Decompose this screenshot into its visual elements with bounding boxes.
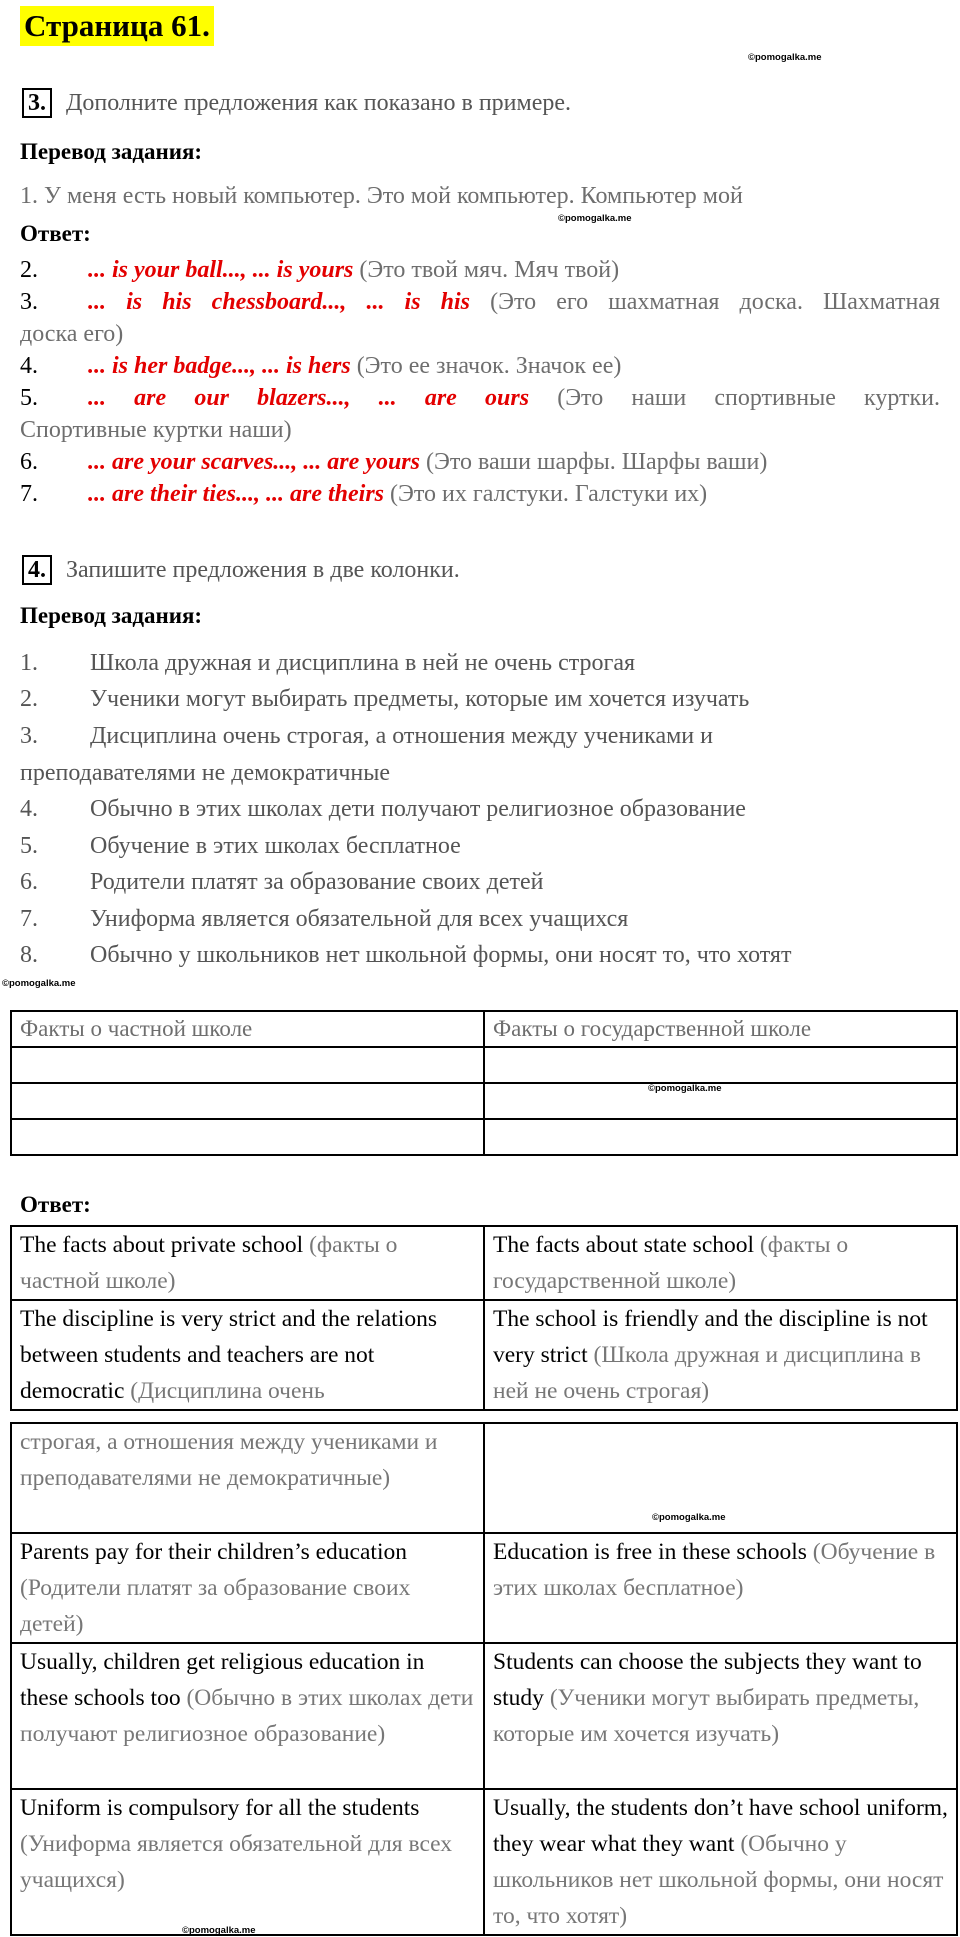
table-header-private: Факты о частной школе: [11, 1011, 484, 1047]
answer-table-1: [10, 1225, 958, 1411]
table-cell: строгая, а отношения между учениками и преподавателями не демократичные): [11, 1423, 484, 1533]
list-item: 4. Обычно в этих школах дети получают религиозное образование: [20, 796, 746, 822]
table-cell: [11, 1083, 484, 1119]
table-cell: [11, 1119, 484, 1155]
list-item: 6. Родители платят за образование своих детей: [20, 869, 544, 895]
table-cell: Uniform is compulsory for all the students (Униформа является обязательной для всех учащихся): [11, 1789, 484, 1935]
empty-facts-table: [10, 1010, 958, 1156]
table-cell: Usually, the students don’t have school uniform, they wear what they want (Обычно у школьников нет школьной формы, они носят то, что хотят): [484, 1789, 957, 1935]
watermark: ©pomogalka.me: [748, 52, 822, 63]
table-cell: Education is free in these schools (Обучение в этих школах бесплатное): [484, 1533, 957, 1643]
table-row: [11, 1789, 957, 1935]
table-row: [11, 1300, 957, 1410]
exercise-task: Запишите предложения в две колонки.: [66, 557, 460, 583]
watermark: ©pomogalka.me: [182, 1925, 256, 1936]
table-row: [11, 1533, 957, 1643]
exercise-4-heading: [22, 555, 460, 585]
answer-line: 4. ... is her badge..., ... is hers (Это ее значок. Значок ее): [20, 353, 622, 379]
answer-line-continued: Спортивные куртки наши): [20, 417, 292, 443]
watermark: ©pomogalka.me: [2, 978, 76, 989]
table-header-state: Факты о государственной школе: [484, 1011, 957, 1047]
table-cell: The school is friendly and the discipline is not very strict (Школа дружная и дисциплина в ней не очень строгая): [484, 1300, 957, 1410]
table-cell: Usually, children get religious education in these schools too (Обычно в этих школах дети получают религиозное образование): [11, 1643, 484, 1789]
answer-line: 7. ... are their ties..., ... are theirs (Это их галстуки. Галстуки их): [20, 481, 708, 507]
table-cell: [484, 1047, 957, 1083]
table-cell: Parents pay for their children’s education (Родители платят за образование своих детей): [11, 1533, 484, 1643]
watermark: ©pomogalka.me: [558, 213, 632, 224]
table-cell: [484, 1119, 957, 1155]
answer-table-2: [10, 1422, 958, 1936]
page-title: Страница 61.: [20, 6, 214, 46]
list-item: 7. Униформа является обязательной для всех учащихся: [20, 906, 629, 932]
table-row: [11, 1226, 957, 1300]
list-item: 8. Обычно у школьников нет школьной формы, они носят то, что хотят: [20, 942, 792, 968]
answer-line: 2. ... is your ball..., ... is yours (Это твой мяч. Мяч твой): [20, 257, 620, 283]
answer-label: Ответ:: [20, 221, 91, 246]
list-item: 1. Школа дружная и дисциплина в ней не очень строгая: [20, 650, 636, 676]
table-row: [11, 1423, 957, 1533]
list-item: 5. Обучение в этих школах бесплатное: [20, 833, 461, 859]
translation-label: Перевод задания:: [20, 603, 203, 628]
answer-line: 6. ... are your scarves..., ... are yours (Это ваши шарфы. Шарфы ваши): [20, 449, 768, 475]
list-item: преподавателями не демократичные: [20, 760, 391, 786]
watermark: ©pomogalka.me: [648, 1083, 722, 1094]
exercise-number: 3.: [22, 88, 52, 118]
answer-line-continued: доска его): [20, 321, 124, 347]
table-cell: The facts about private school (факты о частной школе): [11, 1226, 484, 1300]
list-item: 2. Ученики могут выбирать предметы, которые им хочется изучать: [20, 686, 750, 712]
exercise-task: Дополните предложения как показано в примере.: [66, 90, 572, 116]
table-cell: [11, 1047, 484, 1083]
list-item: 3. Дисциплина очень строгая, а отношения между учениками и: [20, 723, 713, 749]
table-cell: Students can choose the subjects they want to study (Ученики могут выбирать предметы, которые им хочется изучать): [484, 1643, 957, 1789]
table-cell: The discipline is very strict and the relations between students and teachers are not democratic (Дисциплина очень: [11, 1300, 484, 1410]
exercise-3-heading: [22, 88, 571, 118]
translation-label: Перевод задания:: [20, 139, 203, 164]
answer-line: 3. ... is his chessboard..., ... is his (Это его шахматная доска. Шахматная: [20, 289, 941, 315]
watermark: ©pomogalka.me: [652, 1512, 726, 1523]
answer-line: 5. ... are our blazers..., ... are ours (Это наши спортивные куртки.: [20, 385, 941, 411]
exercise-number: 4.: [22, 555, 52, 585]
table-cell: The facts about state school (факты о государственной школе): [484, 1226, 957, 1300]
table-row: [11, 1643, 957, 1789]
translation-text: 1. У меня есть новый компьютер. Это мой компьютер. Компьютер мой: [20, 183, 743, 209]
answer-label: Ответ:: [20, 1192, 91, 1217]
